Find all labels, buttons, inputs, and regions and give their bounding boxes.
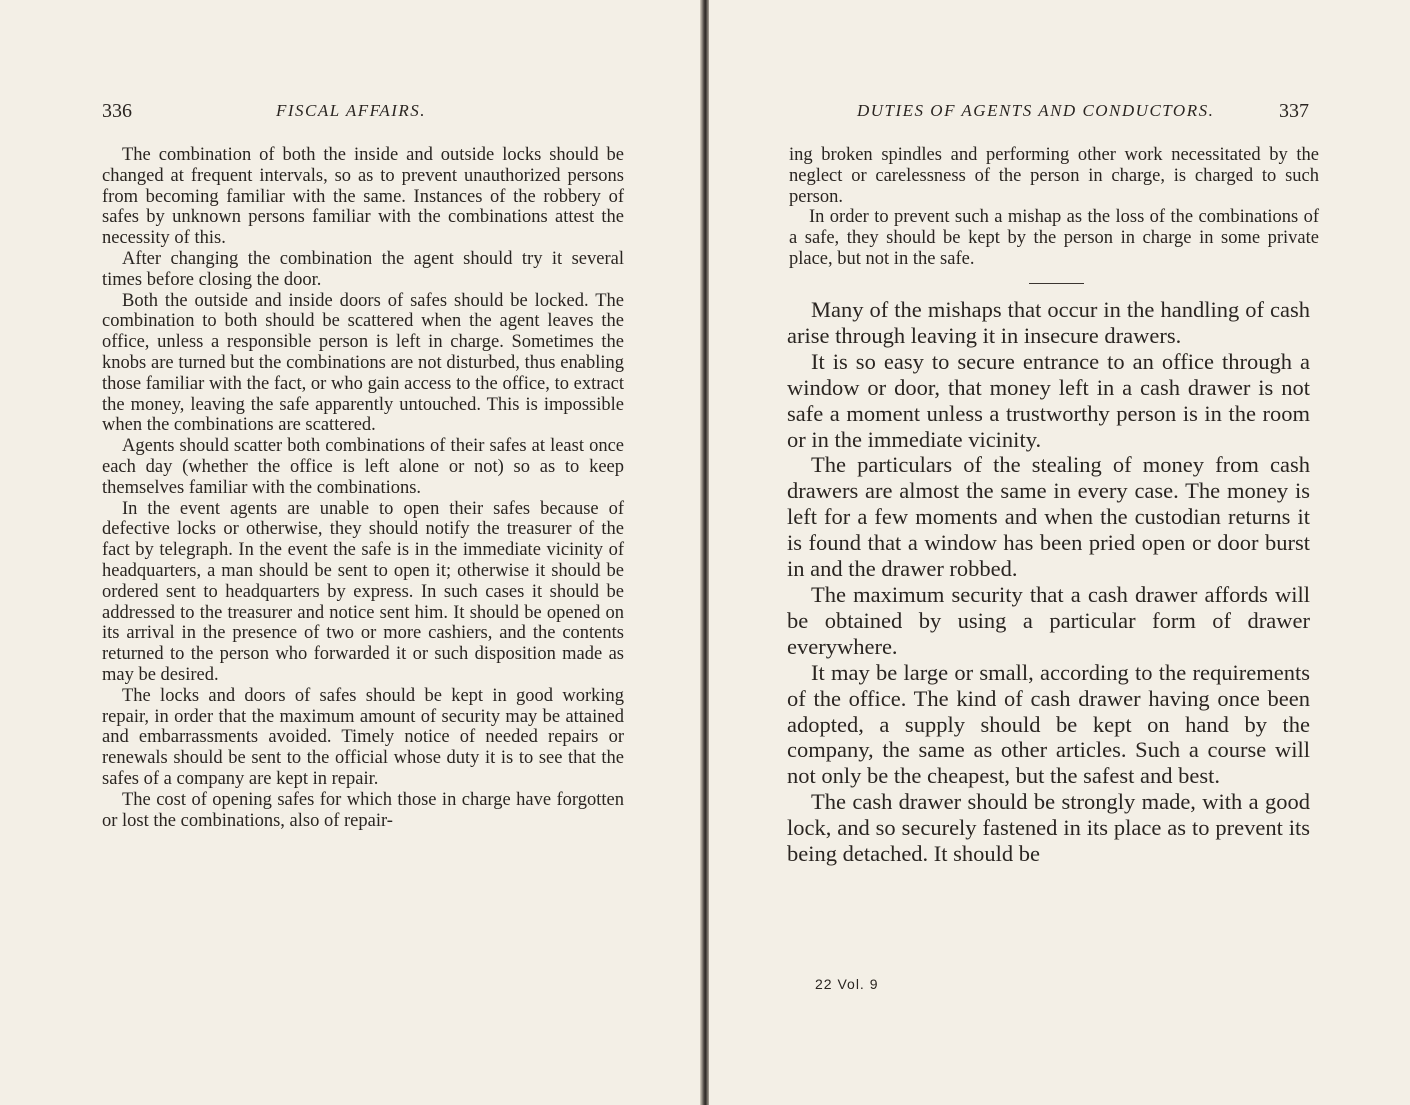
left-page (0, 0, 703, 1105)
paragraph: In the event agents are unable to open their safes because of defective locks or otherwise, they should notify the treasurer of the fact by telegraph. In the event the safe is in the immediate vicinity of headquarters, a man should be sent to open it; otherwise it should be ordered sent to headquarters by express. In such cases it should be addressed to the treasurer and notice sent him. It should be opened on its arrival in the presence of two or more cashiers, and the contents returned to the person who forwarded it or such disposition made as may be desired. (102, 498, 624, 685)
left-page-number: 336 (102, 100, 132, 122)
right-body-text-small (789, 145, 1319, 270)
paragraph: The cash drawer should be strongly made, with a good lock, and so securely fastened in its place as to prevent its being detached. It should be (787, 789, 1310, 867)
right-running-head: DUTIES OF AGENTS AND CONDUCTORS. (857, 101, 1215, 120)
left-running-head: FISCAL AFFAIRS. (276, 101, 426, 120)
right-body-text-large (787, 297, 1310, 867)
paragraph: Both the outside and inside doors of safes should be locked. The combination to both should be scattered when the agent leaves the office, unless a responsible person is left in charge. Sometimes the knobs are turned but the combinations are not disturbed, thus enabling those familiar with the fact, or who gain access to the office, to extract the money, leaving the safe apparently untouched. This is impossible when the combinations are scattered. (102, 290, 624, 436)
right-page-number: 337 (1279, 100, 1309, 122)
right-page (709, 0, 1410, 1105)
left-body-text (102, 145, 624, 831)
paragraph: It may be large or small, according to the requirements of the office. The kind of cash drawer having once been adopted, a supply should be kept on hand by the company, the same as other articles. Such a course will not only be the cheapest, but the safest and best. (787, 659, 1310, 789)
section-divider (1029, 283, 1084, 284)
paragraph: ing broken spindles and performing other work necessitated by the neglect or carelessness of the person in charge, is charged to such person. (789, 145, 1319, 207)
paragraph: In order to prevent such a mishap as the loss of the combinations of a safe, they should be kept by the person in charge in some private place, but not in the safe. (789, 207, 1319, 269)
paragraph: It is so easy to secure entrance to an office through a window or door, that money left in a cash drawer is not safe a moment unless a trustworthy person is in the room or in the immediate vicinity. (787, 348, 1310, 452)
paragraph: The locks and doors of safes should be kept in good working repair, in order that the maximum amount of security may be attained and embarrassments avoided. Timely notice of needed repairs or renewals should be sent to the official whose duty it is to see that the safes of a company are kept in repair. (102, 685, 624, 789)
paragraph: Agents should scatter both combinations of their safes at least once each day (whether the office is left alone or not) so as to keep themselves familiar with the combinations. (102, 436, 624, 498)
paragraph: The combination of both the inside and outside locks should be changed at frequent intervals, so as to prevent unauthorized persons from becoming familiar with the same. Instances of the robbery of safes by unknown persons familiar with the combinations attest the necessity of this. (102, 145, 624, 249)
paragraph: Many of the mishaps that occur in the handling of cash arise through leaving it in insecure drawers. (787, 297, 1310, 348)
paragraph: The maximum security that a cash drawer affords will be obtained by using a particular form of drawer everywhere. (787, 581, 1310, 659)
paragraph: The cost of opening safes for which those in charge have forgotten or lost the combinations, also of repair- (102, 789, 624, 831)
signature-mark: 22 Vol. 9 (815, 976, 879, 992)
paragraph: After changing the combination the agent should try it several times before closing the door. (102, 248, 624, 290)
paragraph: The particulars of the stealing of money from cash drawers are almost the same in every case. The money is left for a few moments and when the custodian returns it is found that a window has been pried open or door burst in and the drawer robbed. (787, 452, 1310, 582)
